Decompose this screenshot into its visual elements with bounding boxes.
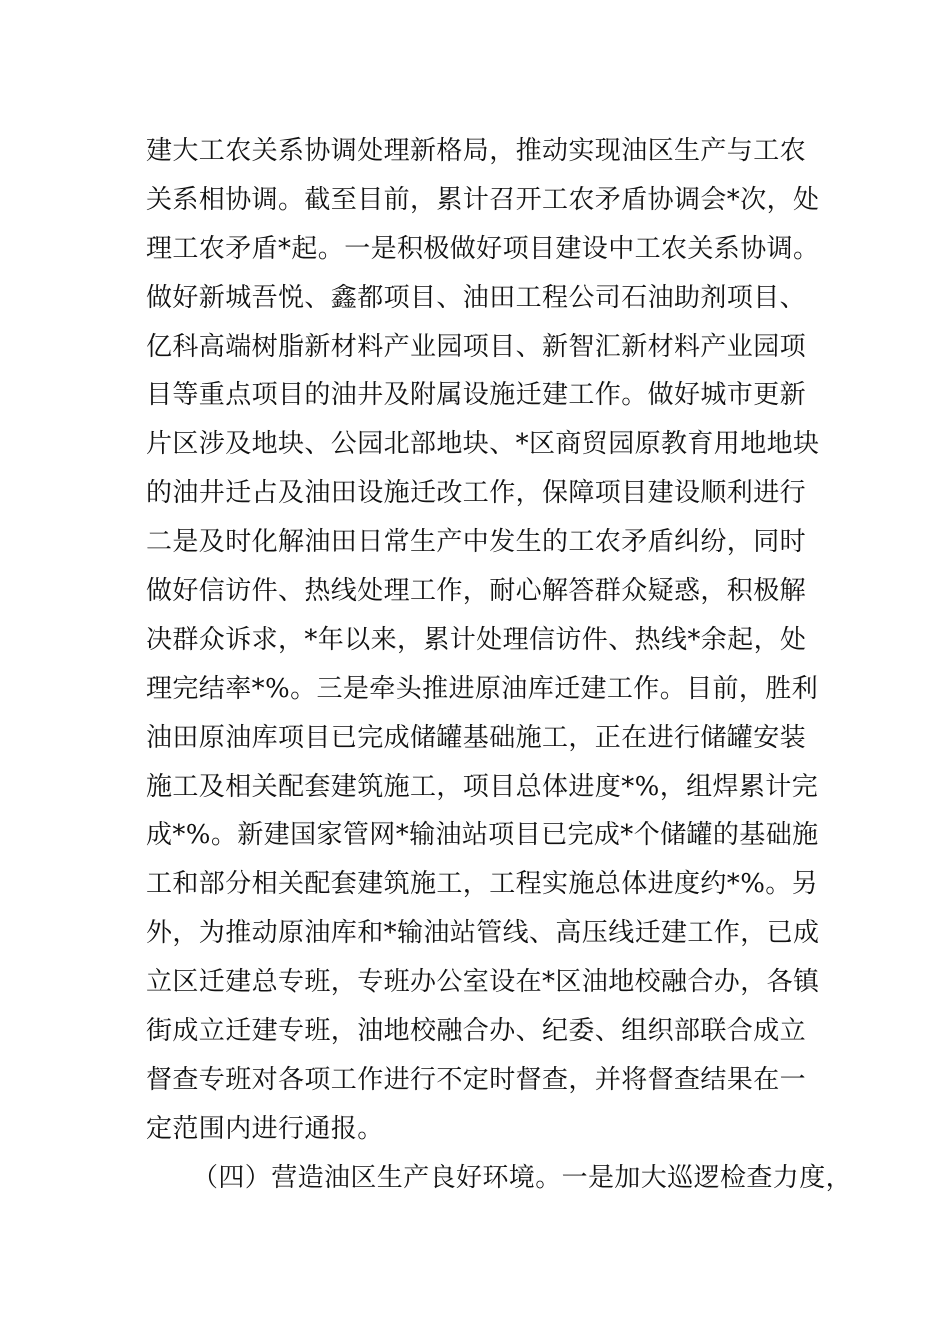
- text-line: 关系相协调。截至目前，累计召开工农矛盾协调会*次，处: [146, 184, 820, 215]
- text-line: 施工及相关配套建筑施工，项目总体进度*%，组焊累计完: [146, 771, 819, 802]
- text-line: 二是及时化解油田日常生产中发生的工农矛盾纠纷，同时: [146, 527, 807, 558]
- text-line: 定范围内进行通报。: [146, 1113, 384, 1144]
- text-line: 目等重点项目的油井及附属设施迁建工作。做好城市更新: [146, 380, 807, 411]
- section-heading-line: （四）营造油区生产良好环境。一是加大巡逻检查力度，: [192, 1162, 853, 1193]
- text-line: 亿科高端树脂新材料产业园项目、新智汇新材料产业园项: [146, 331, 807, 362]
- body-text: [146, 127, 853, 1203]
- text-line: 成*%。新建国家管网*输油站项目已完成*个储罐的基础施: [146, 820, 819, 851]
- text-line: 理工农矛盾*起。一是积极做好项目建设中工农关系协调。: [146, 233, 820, 264]
- text-line: 片区涉及地块、公园北部地块、*区商贸园原教育用地地块: [146, 429, 820, 460]
- text-line: 建大工农关系协调处理新格局，推动实现油区生产与工农: [146, 136, 807, 166]
- text-line: 立区迁建总专班，专班办公室设在*区油地校融合办，各镇: [146, 967, 820, 998]
- text-line: 工和部分相关配套建筑施工，工程实施总体进度约*%。另: [146, 869, 819, 900]
- text-line: 做好信访件、热线处理工作，耐心解答群众疑惑，积极解: [146, 576, 807, 607]
- text-line: 理完结率*%。三是牵头推进原油库迁建工作。目前，胜利: [146, 673, 819, 704]
- text-line: 决群众诉求，*年以来，累计处理信访件、热线*余起，处: [146, 624, 807, 655]
- text-line: 的油井迁占及油田设施迁改工作，保障项目建设顺利进行: [146, 478, 807, 509]
- text-line: 外，为推动原油库和*输油站管线、高压线迁建工作，已成: [146, 918, 820, 949]
- text-line: 油田原油库项目已完成储罐基础施工，正在进行储罐安装: [146, 722, 807, 753]
- text-line: 街成立迁建专班，油地校融合办、纪委、组织部联合成立: [146, 1016, 807, 1047]
- text-line: 督查专班对各项工作进行不定时督查，并将督查结果在一: [146, 1064, 807, 1095]
- text-line: 做好新城吾悦、鑫都项目、油田工程公司石油助剂项目、: [146, 282, 807, 313]
